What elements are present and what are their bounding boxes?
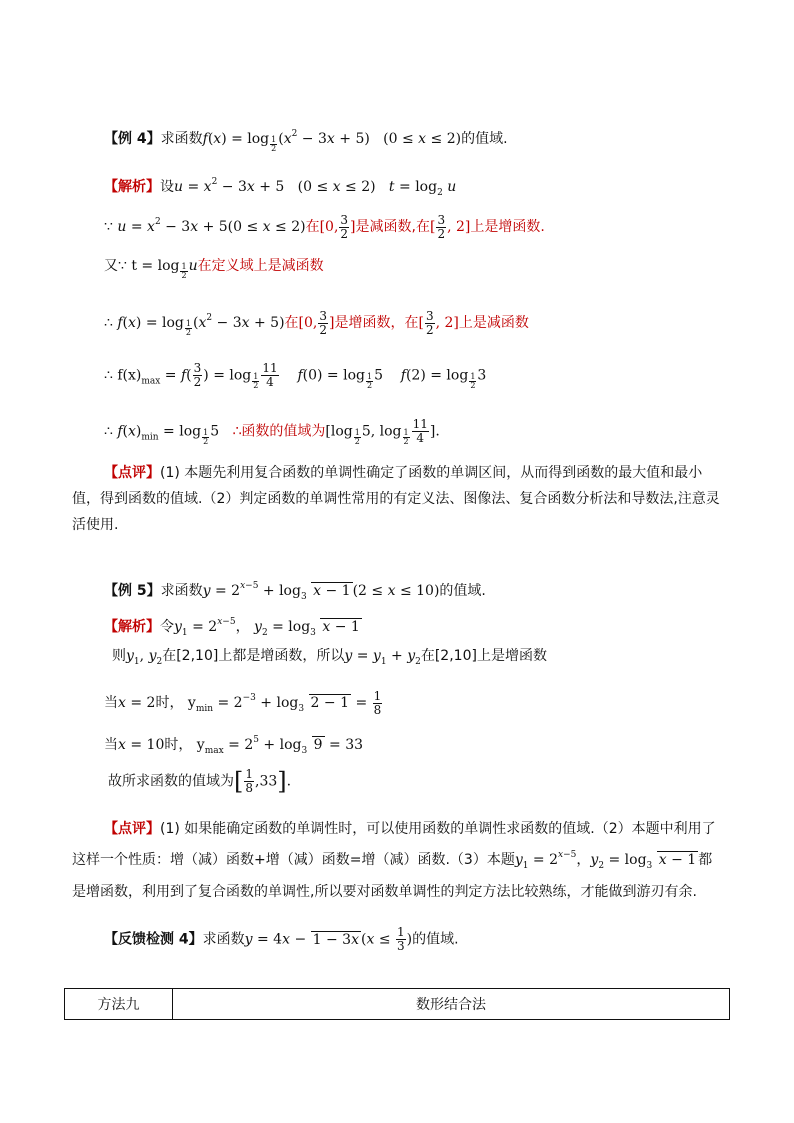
comment-label: 【点评】 bbox=[104, 465, 160, 481]
comment-text: (1) 本题先利用复合函数的单调性确定了函数的单调区间，从而得到函数的最大值和最小值，得到函数的值域.（2）判定函数的单调性常用的有定义法、图像法、复合函数分析法和导数法,注意灵活使用. bbox=[72, 465, 720, 533]
when-word: 当 bbox=[104, 695, 118, 711]
feedback-suffix: 的值域. bbox=[412, 931, 459, 948]
comment-text-2: 都是增函数，利用到了复合函数的单调性,所以要对函数单调性的判定方法比较熟练，才能做到游刃有余. bbox=[72, 852, 713, 900]
also-text: 在定义域上是减函数 bbox=[197, 258, 324, 274]
example-4-monotonic-u: ∵ $u = x^2 - 3x + 5(0 \le x \le 2)$在[0, $\frac{3}{2}$ ]是减函数,在[ $\frac{3}{2}$ , 2]上是增函数. bbox=[104, 212, 545, 241]
example-5-min-line: 当x = 2时， $y_{min} = 2^{-3} + \log_3 2 - 1$ = $\frac{1}{8}$ bbox=[104, 688, 382, 717]
example-4-question: 【例 4】求函数f(x) = log $_{\frac{1}{2}}$ $(x^2 - 3x + 5) (0 \le x \le 2)$的值域. bbox=[104, 129, 508, 153]
feedback-prefix: 求函数 bbox=[202, 931, 245, 948]
analysis-label: 【解析】 bbox=[104, 619, 160, 635]
then-text-3: 在[2,10]上是增函数 bbox=[420, 648, 547, 664]
feedback-label: 【反馈检测 4】 bbox=[104, 931, 203, 948]
example-4-comment bbox=[72, 460, 724, 538]
comment-text-1: (1) 如果能确定函数的单调性时，可以使用函数的单调性求函数的值域.（2）本题中利用了这样一个性质：增（减）函数+增（减）函数=增（减）函数.（3）本题 bbox=[72, 821, 716, 868]
let-word: 令 bbox=[160, 619, 174, 635]
then-text-2: 在[2,10]上都是增函数，所以 bbox=[162, 648, 345, 664]
method-name-cell: 数形结合法 bbox=[416, 997, 486, 1013]
when-suffix: 时， bbox=[155, 695, 184, 711]
feedback-4-question: 【反馈检测 4】求函数y = 4x − 1 − 3x (x ≤ $\frac{1}{3}$ )的值域. bbox=[104, 925, 459, 953]
decreasing-text: 是减函数,在 bbox=[355, 219, 430, 235]
example-4-max-values: ∴ $f(x)_{max} = f$( $\frac{3}{2}$ ) = log $_{\frac{1}{2}}$ $\frac{11}{4}$ f(0) = log $_{\frac{1}{2}}$ 5 f(2) = log $_{\frac{1}{2}}$ 3 bbox=[104, 361, 487, 390]
analysis-label: 【解析】 bbox=[104, 179, 160, 195]
range-prefix: 故所求函数的值域为 bbox=[108, 773, 234, 790]
method-number-cell: 方法九 bbox=[65, 989, 173, 1019]
fx-increasing-text: 是增函数，在 bbox=[334, 315, 419, 331]
example-5-comment: 【点评】(1) 如果能确定函数的单调性时，可以使用函数的单调性求函数的值域.（2）本题中利用了这样一个性质：增（减）函数+增（减）函数=增（减）函数.（3）本题$y_1 = 2^{x-5}$，$y_2 = \log_3 x - 1$ 都是增函数，利用到了复合函数的单调性,所以要对函数单调性的判定方法比较熟练，才能做到游刃有余. bbox=[72, 821, 716, 900]
example-5-analysis-line: 【解析】令$y_1 = 2^{x-5}$， $y_2 = \log_3 x - 1$ bbox=[104, 617, 360, 638]
set-word: 设 bbox=[160, 179, 174, 195]
question-prefix: 求函数 bbox=[160, 131, 203, 147]
comment-label: 【点评】 bbox=[104, 821, 160, 837]
then-text-1: 则 bbox=[112, 648, 126, 664]
example-5-max-line: 当x = 10时， $y_{max} = 2^5 + \log_3 9 = 33$ bbox=[104, 735, 364, 756]
question-prefix: 求函数 bbox=[160, 583, 203, 599]
example-5-then-line: 则$y_1$, $y_2$在[2,10]上都是增函数，所以$y = y_1 + y_2$在[2,10]上是增函数 bbox=[112, 648, 547, 667]
also-prefix: 又 bbox=[104, 258, 118, 274]
method-table bbox=[64, 988, 730, 1020]
increasing-text: 上是增函数. bbox=[470, 219, 545, 235]
example-4-min-range: ∴ $f(x)_{min} = \log$ $_{\frac{1}{2}}$ 5 ∴函数的值域为[log $_{\frac{1}{2}}$ 5, log $_{\frac{1}{2}}$ $\frac{11}{4}$ ]. bbox=[104, 417, 440, 446]
example-5-label: 【例 5】 bbox=[104, 583, 161, 599]
example-5-range-line: 故所求函数的值域为[ $\frac{1}{8}$ ,33]. bbox=[108, 767, 292, 796]
example-4-also-line: 又∵ t = log $_{\frac{1}{2}}$ u在定义域上是减函数 bbox=[104, 258, 324, 280]
range-text: ∴函数的值域为 bbox=[232, 423, 326, 440]
example-4-analysis-line: 【解析】设$u = x^2 - 3x + 5$ (0 ≤ x ≤ 2) $t = \log_2 u$ bbox=[104, 177, 457, 198]
when-word: 当 bbox=[104, 737, 118, 753]
example-4-fx-monotonic: ∴ f(x) = log $_{\frac{1}{2}}$ $(x^2 - 3x + 5)$在[0, $\frac{3}{2}$ ]是增函数，在[ $\frac{3}{2}$ , 2]上是减函数 bbox=[104, 308, 529, 337]
when-suffix: 时， bbox=[164, 737, 193, 753]
fx-decreasing-text: 上是减函数 bbox=[458, 315, 529, 331]
example-5-question: 【例 5】求函数$y = 2^{x-5} + \log_3 x - 1$ (2 ≤ x ≤ 10)的值域. bbox=[104, 581, 486, 602]
example-4-label: 【例 4】 bbox=[104, 131, 161, 147]
question-suffix: 的值域. bbox=[461, 131, 508, 147]
question-suffix: 的值域. bbox=[439, 583, 486, 599]
